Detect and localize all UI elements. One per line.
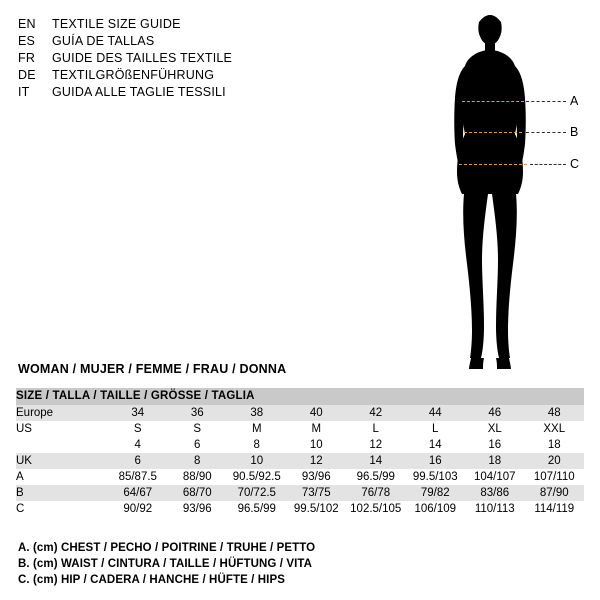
language-code: ES xyxy=(18,34,36,48)
cell: 93/96 xyxy=(168,501,228,517)
size-table xyxy=(16,388,584,517)
cell: XL xyxy=(465,421,525,437)
cell: 93/96 xyxy=(287,469,347,485)
measure-label-a: A xyxy=(570,94,579,108)
cell: 68/70 xyxy=(168,485,228,501)
cell: 110/113 xyxy=(465,501,525,517)
table-row xyxy=(16,485,584,501)
cell: 38 xyxy=(227,405,287,421)
language-code: EN xyxy=(18,17,36,31)
cell: XXL xyxy=(525,421,585,437)
cell: 10 xyxy=(227,453,287,469)
language-title: GUIDA ALLE TAGLIE TESSILI xyxy=(52,85,226,99)
table-header-label: SIZE / TALLA / TAILLE / GRÖSSE / TAGLIA xyxy=(16,388,584,405)
cell: 83/86 xyxy=(465,485,525,501)
chest-measure-line xyxy=(462,101,524,102)
legend-item-b: B. (cm) WAIST / CINTURA / TAILLE / HÜFTUNG / VITA xyxy=(18,558,313,570)
row-label: B xyxy=(16,485,108,501)
cell: 90.5/92.5 xyxy=(227,469,287,485)
cell: 14 xyxy=(346,453,406,469)
cell: 8 xyxy=(227,437,287,453)
hip-measure-line xyxy=(459,164,527,165)
cell: M xyxy=(227,421,287,437)
table-header-row xyxy=(16,388,584,405)
row-label: C xyxy=(16,501,108,517)
cell: 6 xyxy=(108,453,168,469)
cell: 10 xyxy=(287,437,347,453)
table-row xyxy=(16,453,584,469)
cell: 90/92 xyxy=(108,501,168,517)
female-body-silhouette-icon xyxy=(430,8,590,378)
cell: 36 xyxy=(168,405,228,421)
cell: 6 xyxy=(168,437,228,453)
table-row xyxy=(16,469,584,485)
cell: 16 xyxy=(465,437,525,453)
legend-item-c: C. (cm) HIP / CADERA / HANCHE / HÜFTE / HIPS xyxy=(18,574,286,586)
row-label: Europe xyxy=(16,405,108,421)
body-figure-area xyxy=(430,8,590,378)
waist-leader-line xyxy=(526,132,566,133)
cell: 96.5/99 xyxy=(346,469,406,485)
cell: 99.5/103 xyxy=(406,469,466,485)
chest-leader-line xyxy=(526,101,566,102)
language-title: GUÍA DE TALLAS xyxy=(52,34,155,48)
cell: 96.5/99 xyxy=(227,501,287,517)
language-row xyxy=(18,50,318,67)
cell: 73/75 xyxy=(287,485,347,501)
cell: 40 xyxy=(287,405,347,421)
cell: L xyxy=(346,421,406,437)
cell: 106/109 xyxy=(406,501,466,517)
cell: 12 xyxy=(346,437,406,453)
cell: 79/82 xyxy=(406,485,466,501)
cell: 104/107 xyxy=(465,469,525,485)
cell: 8 xyxy=(168,453,228,469)
cell: 44 xyxy=(406,405,466,421)
cell: 4 xyxy=(108,437,168,453)
cell: 102.5/105 xyxy=(346,501,406,517)
hip-leader-line xyxy=(530,164,566,165)
language-title: TEXTILE SIZE GUIDE xyxy=(52,17,181,31)
cell: 48 xyxy=(525,405,585,421)
cell: 70/72.5 xyxy=(227,485,287,501)
cell: 46 xyxy=(465,405,525,421)
cell: 42 xyxy=(346,405,406,421)
row-label: A xyxy=(16,469,108,485)
cell: 85/87.5 xyxy=(108,469,168,485)
language-row xyxy=(18,16,318,33)
cell: L xyxy=(406,421,466,437)
cell: S xyxy=(108,421,168,437)
language-title: GUIDE DES TAILLES TEXTILE xyxy=(52,51,233,65)
legend-item-a: A. (cm) CHEST / PECHO / POITRINE / TRUHE / PETTO xyxy=(18,542,316,554)
cell: 114/119 xyxy=(525,501,585,517)
cell: S xyxy=(168,421,228,437)
cell: 14 xyxy=(406,437,466,453)
row-label: US xyxy=(16,421,108,437)
cell: 76/78 xyxy=(346,485,406,501)
cell: 107/110 xyxy=(525,469,585,485)
language-row xyxy=(18,67,318,84)
waist-measure-line xyxy=(464,132,522,133)
cell: 87/90 xyxy=(525,485,585,501)
language-title: TEXTILGRÖßENFÜHRUNG xyxy=(52,68,215,82)
cell: 34 xyxy=(108,405,168,421)
cell: 88/90 xyxy=(168,469,228,485)
measure-label-c: C xyxy=(570,157,580,171)
table-row xyxy=(16,421,584,437)
measurement-legend xyxy=(18,540,315,588)
cell: 99.5/102 xyxy=(287,501,347,517)
language-code: DE xyxy=(18,68,36,82)
cell: 18 xyxy=(525,437,585,453)
language-header xyxy=(18,16,318,101)
row-label: UK xyxy=(16,453,108,469)
table-row xyxy=(16,437,584,453)
cell: M xyxy=(287,421,347,437)
section-title: WOMAN / MUJER / FEMME / FRAU / DONNA xyxy=(18,362,287,376)
cell: 16 xyxy=(406,453,466,469)
language-row xyxy=(18,84,318,101)
language-row xyxy=(18,33,318,50)
cell: 18 xyxy=(465,453,525,469)
language-code: FR xyxy=(18,51,36,65)
cell: 12 xyxy=(287,453,347,469)
row-label xyxy=(16,437,108,453)
table-row xyxy=(16,405,584,421)
cell: 64/67 xyxy=(108,485,168,501)
cell: 20 xyxy=(525,453,585,469)
size-table-wrapper xyxy=(16,388,584,517)
language-code: IT xyxy=(18,85,30,99)
measure-label-b: B xyxy=(570,125,579,139)
table-row xyxy=(16,501,584,517)
